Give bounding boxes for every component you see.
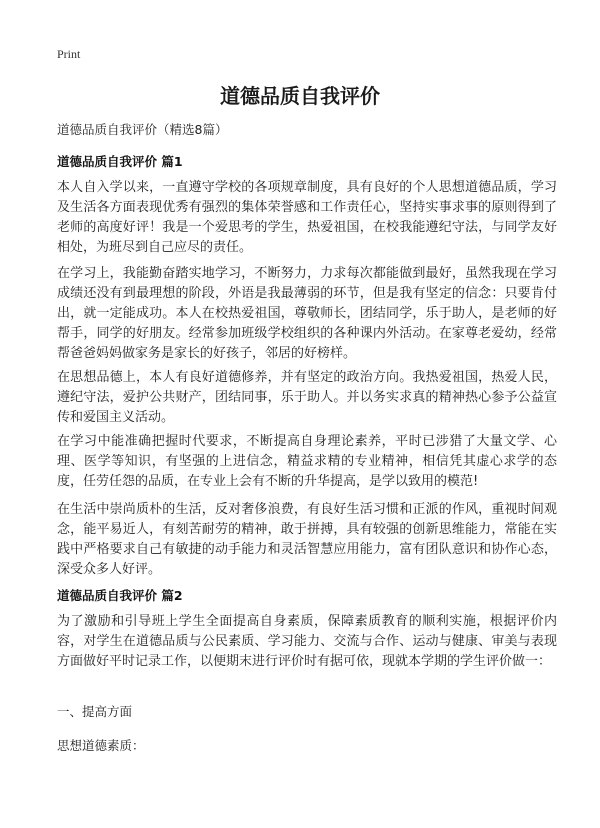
paragraph: 在生活中崇尚质朴的生活，反对奢侈浪费，有良好生活习惯和正派的作风，重视时间观念，能平易近人，有刻苦耐劳的精神，敢于拼搏，具有较强的创新思维能力，常能在实践中严格要求自己有敏捷的动手能力和灵活智慧应用能力，富有团队意识和协作心态，深受众多人好评。 [57,502,557,577]
paragraph: 在思想品德上，本人有良好道德修养，并有坚定的政治方向。我热爱祖国，热爱人民，遵纪守法，爱护公共财产，团结同事，乐于助人。并以务实求真的精神热心参予公益宣传和爱国主义活动。 [57,370,557,425]
paragraph: 在学习上，我能勤奋踏实地学习，不断努力，力求每次都能做到最好，虽然我现在学习成绩还没有到最理想的阶段，外语是我最薄弱的环节，但是我有坚定的信念：只要肯付出，就一定能成功。本人在校热爱祖国，尊敬师长，团结同学，乐于助人，是老师的好帮手，同学的好朋友。经常参加班级学校组织的各种课内外活动。在家尊老爱幼，经常帮爸爸妈妈做家务是家长的好孩子，邻居的好榜样。 [57,266,557,361]
list-heading: 思想道德素质： [57,738,145,753]
section-heading-1: 道德品质自我评价 篇1 [57,154,183,169]
list-heading: 一、提高方面 [57,704,133,719]
print-label[interactable]: Print [57,47,81,61]
page-title: 道德品质自我评价 [220,84,380,108]
section-heading-2: 道德品质自我评价 篇2 [57,588,183,603]
paragraph: 本人自入学以来，一直遵守学校的各项规章制度，具有良好的个人思想道德品质，学习及生活各方面表现优秀有强烈的集体荣誉感和工作责任心，坚持实事求事的原则得到了老师的高度好评！我是一个爱思考的学生，热爱祖国，在校我能遵纪守法，与同学友好相处，为班尽到自己应尽的责任。 [57,180,557,255]
paragraph: 在学习中能准确把握时代要求，不断提高自身理论素养，平时已涉猎了大量文学、心理、医学等知识，有坚强的上进信念，精益求精的专业精神，相信凭其虚心求学的态度，任劳任怨的品质，在专业上会有不断的升华提高，是学以致用的模范! [57,434,557,489]
document-subtitle: 道德品质自我评价（精选8篇） [57,122,228,137]
paragraph: 为了激励和引导班上学生全面提高自身素质，保障素质教育的顺利实施，根据评价内容，对学生在道德品质与公民素质、学习能力、交流与合作、运动与健康、审美与表现方面做好平时记录工作，以便期末进行评价时有据可依，现就本学期的学生评价做一： [57,614,557,669]
